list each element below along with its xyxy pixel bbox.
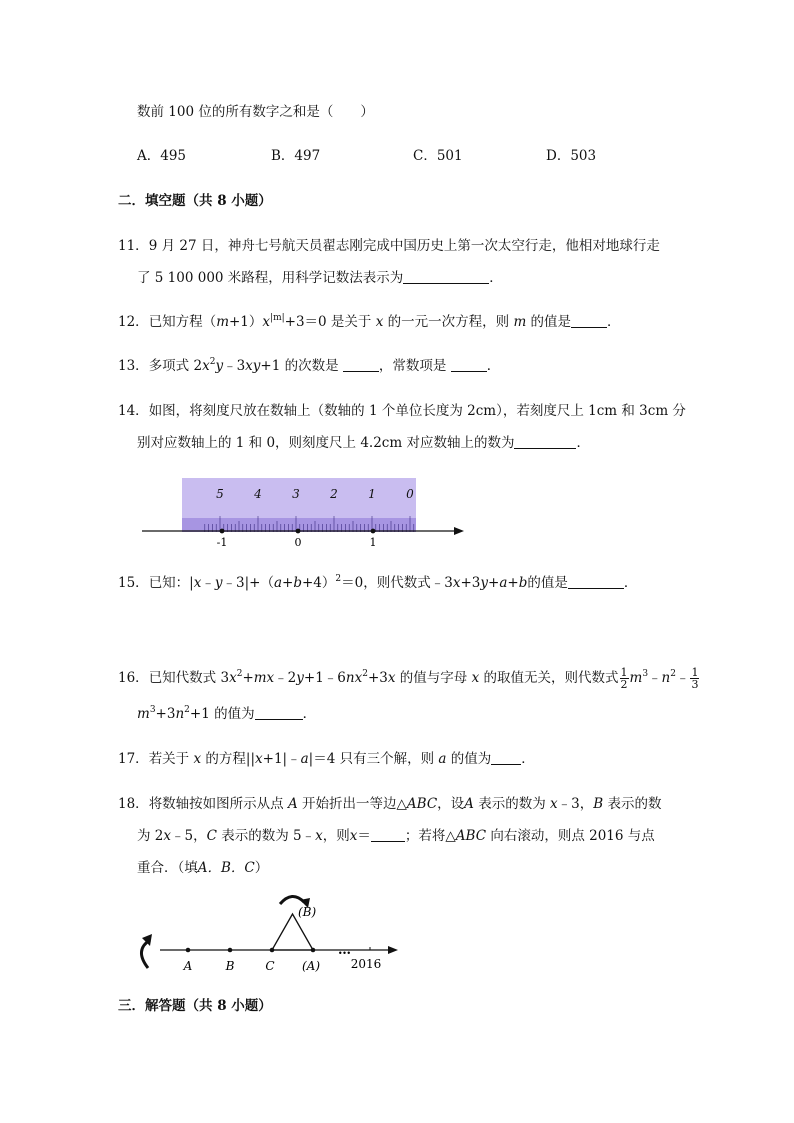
folded-axis-arrow	[388, 946, 398, 954]
label-b-top: (B)	[298, 905, 317, 919]
q16-line2: $m^3+3n^2+1$ 的值为 ．	[137, 705, 317, 722]
fraction-one-third: $\frac{1}{3}$	[691, 666, 699, 691]
label-c: C	[265, 959, 275, 973]
section-3-heading: 三．解答题（共 8 小题）	[118, 998, 272, 1014]
q10-stem: 数前 100 位的所有数字之和是（ ）	[137, 104, 374, 120]
label-2016: 2016	[350, 957, 382, 971]
q10-option-c: C．501	[413, 148, 463, 164]
q18-x-blank	[371, 828, 405, 842]
ruler-label-1: 1	[368, 487, 376, 501]
q13-line: 13．多项式 $2x^2y﹣3xy+1$ 的次数是 ，常数项是 ．	[118, 357, 501, 374]
fraction-one-half: $\frac{1}{2}$	[620, 666, 628, 691]
q10-option-a: A．495	[137, 148, 187, 164]
axis-label-0: 0	[294, 536, 302, 549]
q14-answer-blank	[514, 435, 576, 449]
q13-degree-blank	[343, 358, 379, 372]
q10-option-d: D．503	[546, 148, 597, 164]
section-2-heading: 二．填空题（共 8 小题）	[118, 193, 272, 209]
label-a-repeat: (A)	[301, 959, 321, 973]
ruler-label-2: 2	[330, 487, 338, 501]
equilateral-triangle	[272, 914, 313, 950]
folded-number-line-figure	[130, 890, 410, 980]
q15-line: 15．已知：$|x﹣y﹣3|+(a+b+4)^2=0$，则代数式﹣3x+3y+a+b的值是 ．	[118, 574, 638, 591]
q18-line2: 为 2x﹣5，C 表示的数为 5﹣x，则x＝ ；若将△ABC 向右滚动，则点 2016 与点	[137, 828, 655, 844]
q11-line1: 11．9 月 27 日，神舟七号航天员翟志刚完成中国历史上第一次太空行走，他相对地球行走	[118, 238, 660, 254]
q10-option-b: B．497	[271, 148, 321, 164]
q12-line: 12．已知方程$(m+1)x^{|m|}+3=0$ 是关于 x 的一元一次方程，则 m 的值是 ．	[118, 313, 621, 330]
q13-constant-blank	[451, 358, 487, 372]
axis-point-neg1	[220, 529, 225, 534]
q11-line2: 了 5 100 000 米路程，用科学记数法表示为 ．	[137, 270, 503, 286]
q16-line1: 16．已知代数式 $3x^2+mx﹣2y+1﹣6nx^2+3x$ 的值与字母 x 的取值无关，则代数式 $\frac{1}{2}$ $m^3﹣n^2﹣$ $\frac{1}{3}$	[118, 666, 699, 691]
axis-point-0	[296, 529, 301, 534]
label-a: A	[183, 959, 193, 973]
continuation-dots: …	[338, 943, 351, 958]
q18-line1: 18．将数轴按如图所示从点 A 开始折出一等边△ABC，设A 表示的数为 x﹣3，B 表示的数	[118, 796, 662, 812]
q14-line2: 别对应数轴上的 1 和 0，则刻度尺上 4.2cm 对应数轴上的数为 ．	[137, 435, 590, 451]
ruler-label-0: 0	[406, 487, 414, 501]
label-b: B	[225, 959, 235, 973]
q16-answer-blank	[255, 706, 303, 720]
q15-answer-blank	[568, 575, 624, 589]
ruler-label-4: 4	[254, 487, 262, 501]
axis-point-1	[371, 529, 376, 534]
axis-arrow	[454, 527, 464, 535]
ruler-label-5: 5	[216, 487, 224, 501]
q12-answer-blank	[571, 314, 607, 328]
q17-line: 17．若关于 x 的方程||x+1|﹣a|＝4 只有三个解，则 a 的值为 ．	[118, 751, 535, 767]
point-b	[228, 948, 233, 953]
q17-answer-blank	[491, 751, 521, 765]
ruler-number-line-figure	[140, 476, 470, 550]
q14-line1: 14．如图，将刻度尺放在数轴上（数轴的 1 个单位长度为 2cm），若刻度尺上 1cm 和 3cm 分	[118, 403, 686, 419]
axis-label-1: 1	[369, 536, 377, 549]
point-a	[186, 948, 191, 953]
ruler-label-3: 3	[292, 487, 300, 501]
q11-answer-blank	[403, 270, 489, 284]
axis-label-neg1: -1	[216, 536, 228, 549]
q18-line3: 重合．（填A．B．C）	[137, 860, 269, 876]
